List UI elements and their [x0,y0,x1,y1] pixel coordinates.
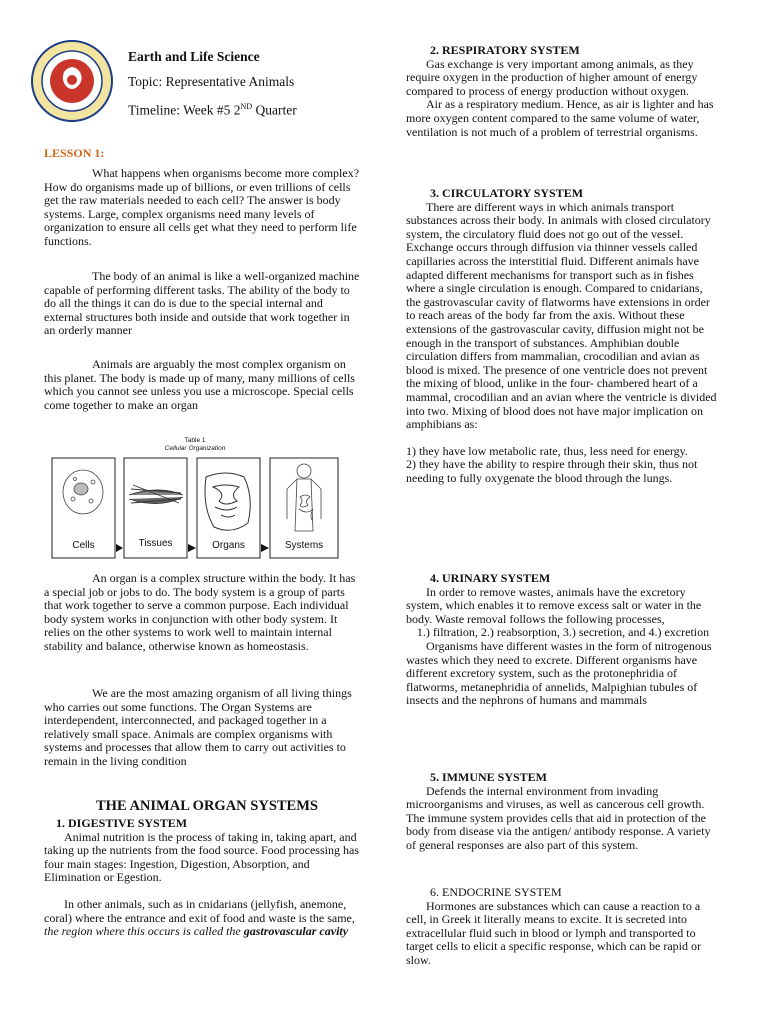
organ-paragraph: An organ is a complex structure within the body. It has a special job or jobs to do. The body system is a group of parts that work together to serve a common purpose. Each individual body system works in conjunction with other body system. It relies on the other systems to work well to maintain internal stability and balance, otherwise known as homeostasis. [44,571,356,653]
arrow-3 [261,544,269,552]
organ-systems-title: THE ANIMAL ORGAN SYSTEMS [96,798,318,814]
digestive-paragraph-1: Animal nutrition is the process of taking in, taking apart, and taking up the nutrients from the food source. Food processing has four main stages: Ingestion, Digestion, Absorption, and Elimination or Egestion. [44,829,359,885]
circulatory-heading: 3. CIRCULATORY SYSTEM [430,186,584,200]
lesson-label: LESSON 1: [44,146,105,160]
circulatory-item-2: 2) they have the ability to respire through their skin, thus not needing to fully oxygenate the blood through the lungs. [406,457,698,485]
topic-line: Topic: Representative Animals [128,74,295,89]
circulatory-paragraph: There are different ways in which animals transport substances across their body. In animals with closed circulatory system, the circulatory fluid does not go out of the vessel. Exchange occurs through diffusion via thinner vessels called capillaries across the interstitial fluid. Different animals have adapted different mechanisms for transport such as in fishes where a single circulation is enough. Compared to cnidarians, the gastrovascular cavity of flatworms have extensions in order to reach areas of the body far from the axis. Without these extensions of the gastrovascular cavity, diffusion might not be enough in the transport of substances. Amphibian double circulation differs from mammalian, crocodilian and avian as blood is mixed. The presence of one ventricle does not prevent the mixing of blood, unlike in the four- chambered heart of a mammal, crocodilian and an avian where the ventricle is divided into two. Mixing of blood does not have major implication on amphibians as: [406,199,717,432]
organism-paragraph: We are the most amazing organism of all living things who carries out some functions. The Organ Systems are interdependent, interconnected, and packaged together in a relatively small space. Animals are complex organisms with systems and processes that allow them to carry out activities to remain in the living condition [44,686,352,768]
intro-paragraph-1: What happens when organisms become more complex? How do organisms made up of billions, or even trillions of cells get the raw materials needed to each cell? The answer is body systems. Large, complex organisms need many levels of organization to ensure all cells get what they need to perform life functions. [44,166,360,248]
respiratory-heading: 2. RESPIRATORY SYSTEM [430,43,580,57]
circulatory-item-1: 1) they have low metabolic rate, thus, less need for energy. [406,443,688,458]
label-systems: Systems [284,540,324,551]
endocrine-section [406,886,720,968]
urinary-paragraph-1: In order to remove wastes, animals have the excretory system, which enables it to remove excess salt or water in the body. Waste removal follows the following processes, [406,584,702,626]
urinary-process-list: 1.) filtration, 2.) reabsorption, 3.) secretion, and 4.) excretion [416,625,710,640]
digestive-section [44,817,362,939]
school-seal-logo [31,40,113,122]
intro-paragraph-2: The body of an animal is like a well-organized machine capable of performing different tasks. The ability of the body to do all the things it can do is due to the special internal and external structures both inside and outside that work together in an orderly manner [44,269,360,338]
endocrine-heading: 6. ENDOCRINE SYSTEM [430,885,562,899]
label-organs: Organs [212,540,245,551]
immune-section [406,771,720,853]
digestive-paragraph-2: In other animals, such as in cnidarians (jellyfish, anemone, coral) where the entrance and exit of food and waste is the same, the region where this occurs is called the gastrovascular cavity [44,896,355,939]
intro-paragraph-3: Animals are arguably the most complex organism on this planet. The body is made up of many, many millions of cells which you cannot see unless you use a microscope. Special cells come together to make an organ [44,357,355,412]
respiratory-section [406,44,720,139]
digestive-heading: 1. DIGESTIVE SYSTEM [56,816,188,830]
figure-caption-text: Cellular Organization [164,445,226,452]
respiratory-paragraph-2: Air as a respiratory medium. Hence, as air is lighter and has more oxygen content compared to the same volume of water, ventilation is not much of a problem of terrestrial organisms. [406,97,714,139]
figure-table-number: Table 1 [184,437,206,444]
circulatory-section [406,187,720,485]
urinary-heading: 4. URINARY SYSTEM [430,571,551,585]
respiratory-paragraph-1: Gas exchange is very important among animals, as they require oxygen in the production of higher amount of energy compared to process of energy production without oxygen. [406,56,698,98]
endocrine-paragraph: Hormones are substances which can cause a reaction to a cell, in Greek it literally means to excite. It is secreted into extracellular fluid such in blood or lymph and transported to target cells to elicit a specific response, which can be rapid or slow. [406,898,701,967]
label-cells: Cells [72,540,95,551]
arrow-1 [116,544,123,552]
label-tissues: Tissues [138,538,173,549]
cellular-organization-figure [51,437,339,559]
urinary-section [406,572,720,708]
document-header [128,44,297,123]
timeline-line: Timeline: Week #5 2ND Quarter [128,102,297,118]
arrow-2 [188,544,196,552]
immune-heading: 5. IMMUNE SYSTEM [430,770,548,784]
immune-paragraph: Defends the internal environment from invading microorganisms and viruses, as well as cancerous cell growth. The immune system provides cells that aid in protection of the body from disease via the antigen/ antibody response. A variety of general responses are also part of this system. [406,783,711,852]
subject-title: Earth and Life Science [128,49,260,64]
urinary-paragraph-2: Organisms have different wastes in the form of nitrogenous wastes which they need to excrete. Different organisms have different excretory system, such as the protonephridia of flatworms, metanephridia of annelids, Malpighian tubules of insects and the nephrons of humans and mammals [406,638,712,708]
figure-caption [51,437,339,453]
